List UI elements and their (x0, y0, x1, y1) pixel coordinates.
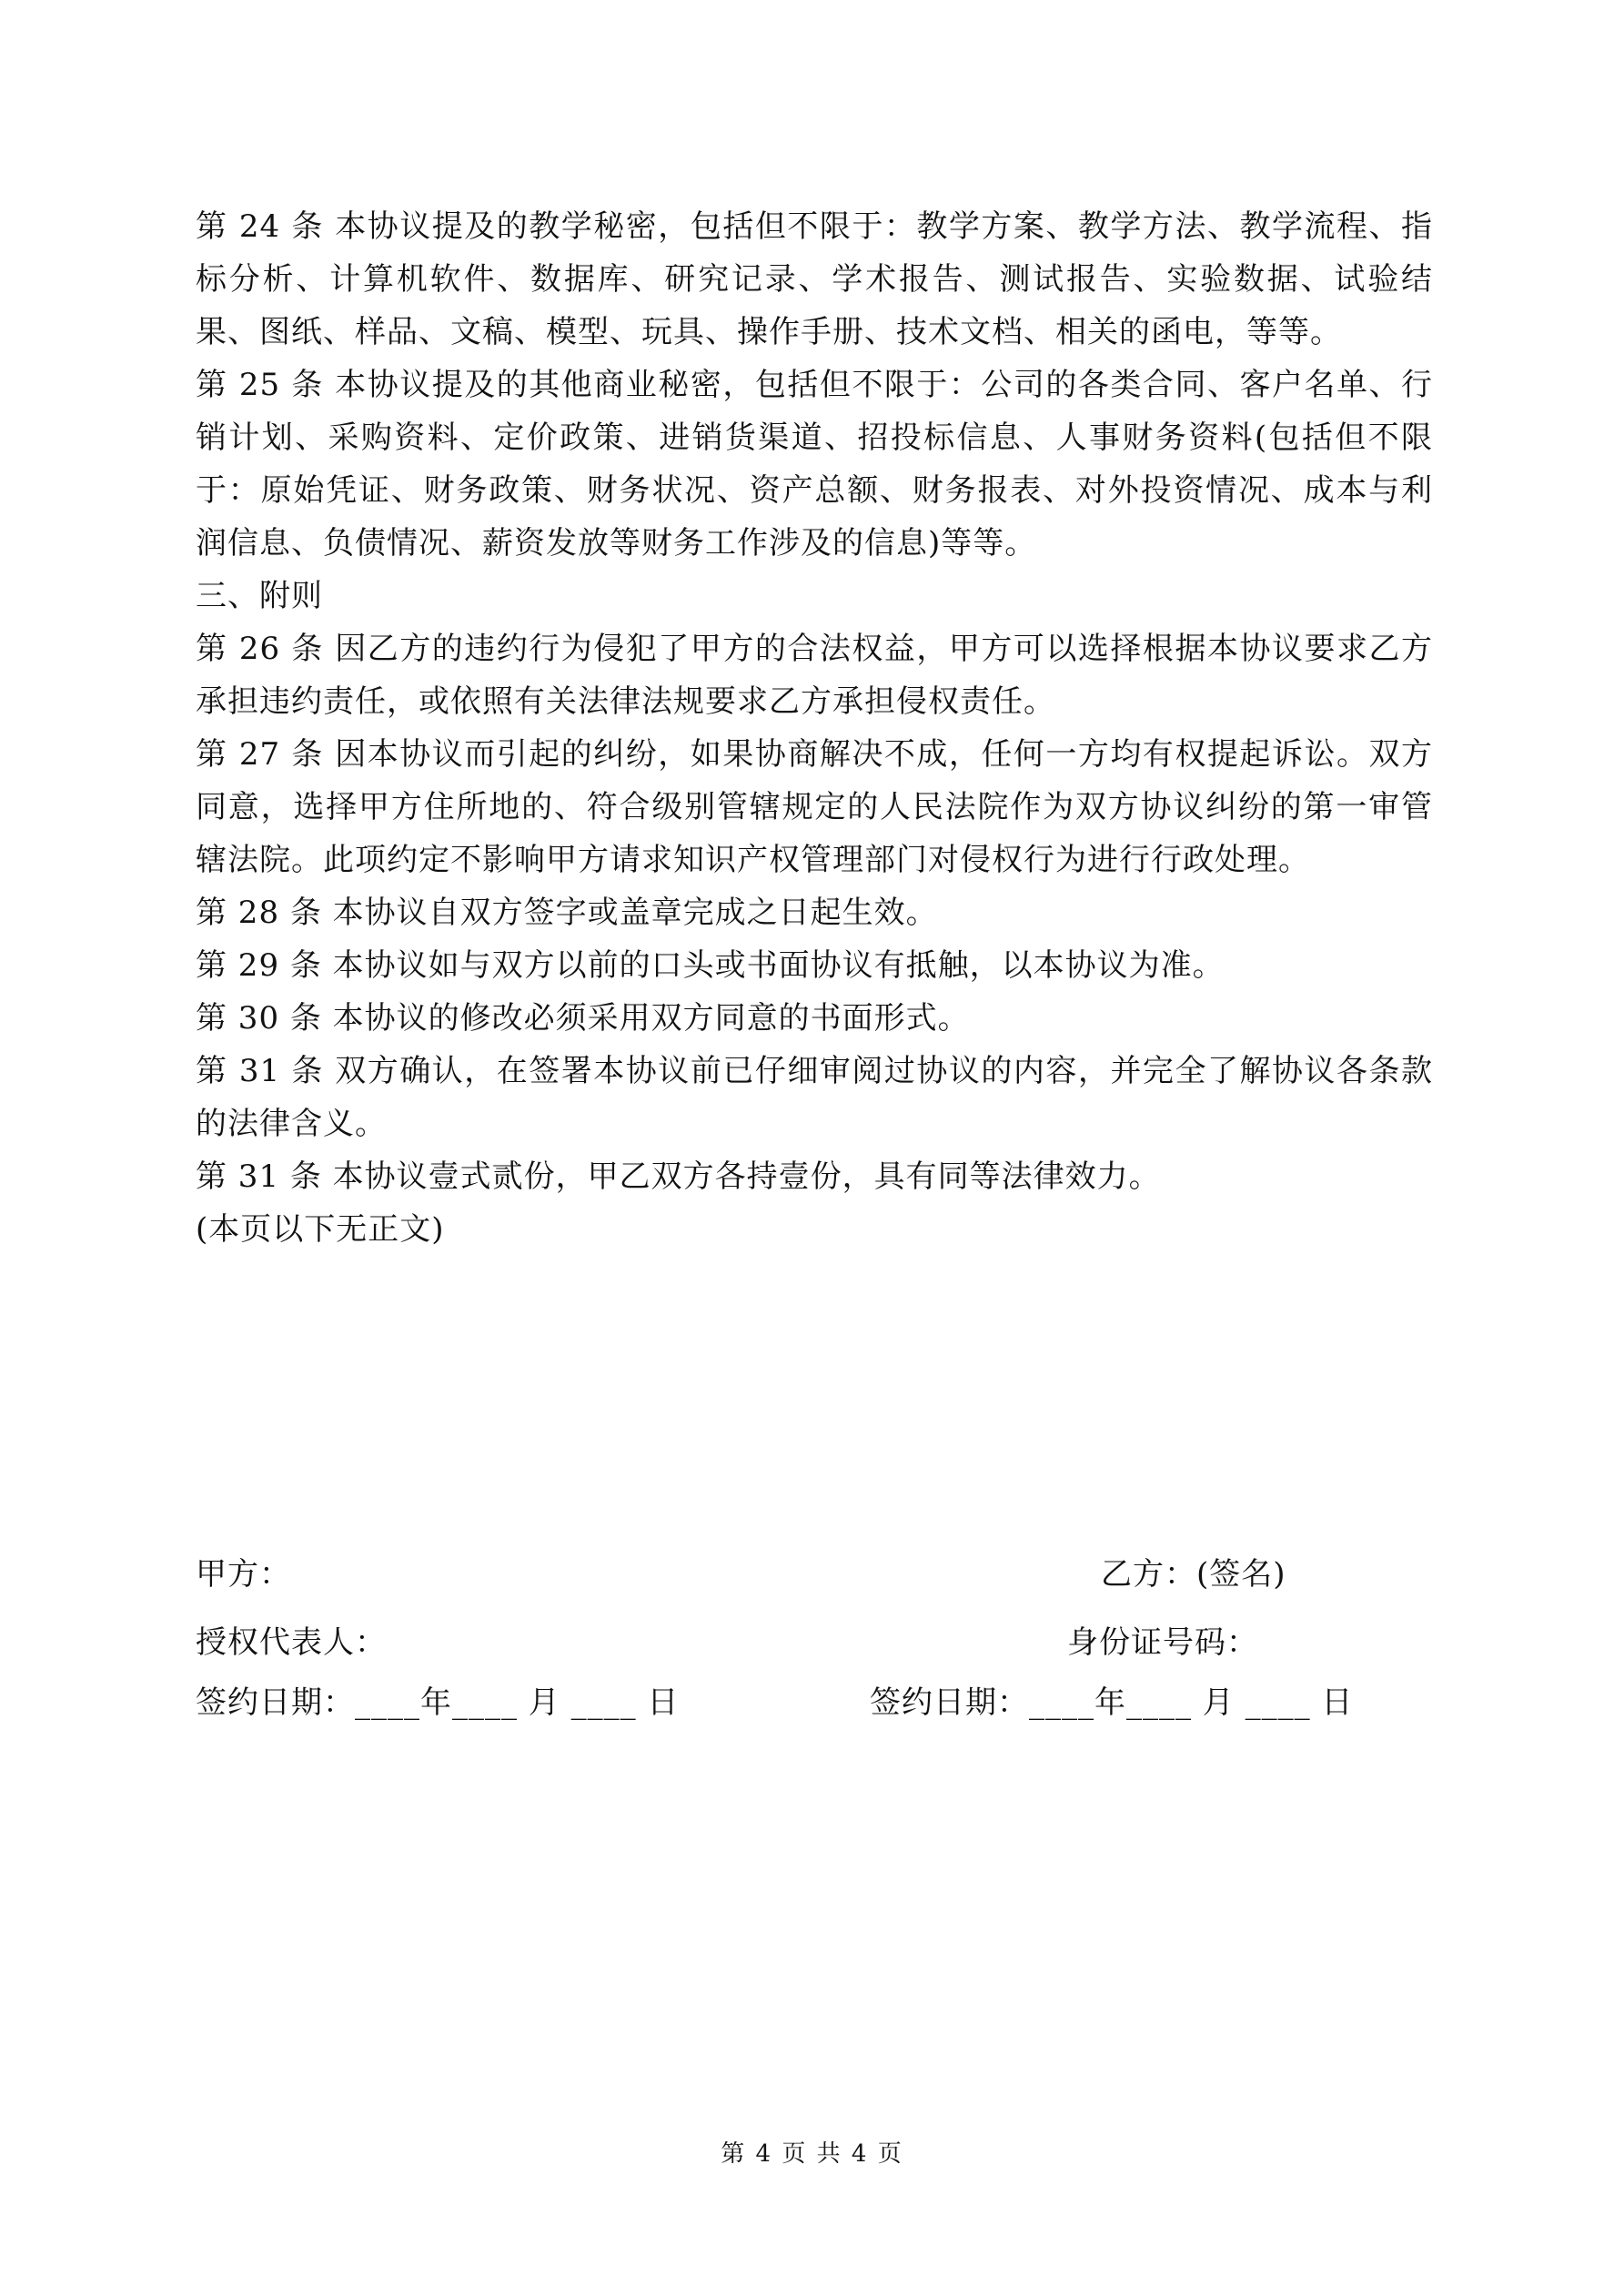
document-body (196, 200, 1433, 1256)
article-28: 第 28 条 本协议自双方签字或盖章完成之日起生效。 (196, 895, 938, 931)
party-b-id-number-label: 身份证号码： (1067, 1624, 1258, 1661)
article-30: 第 30 条 本协议的修改必须采用双方同意的书面形式。 (196, 1000, 970, 1037)
article-26: 第 26 条 因乙方的违约行为侵犯了甲方的合法权益，甲方可以选择根据本协议要求乙方承担违约责任，或依照有关法律法规要求乙方承担侵权责任。 (196, 631, 1433, 720)
article-31-confirmation: 第 31 条 双方确认，在签署本协议前已仔细审阅过协议的内容，并完全了解协议各条款的法律含义。 (196, 1053, 1433, 1142)
article-24: 第 24 条 本协议提及的教学秘密，包括但不限于：教学方案、教学方法、教学流程、指标分析、计算机软件、数据库、研究记录、学术报告、测试报告、实验数据、试验结果、图纸、样品、文稿、模型、玩具、操作手册、技术文档、相关的函电，等等。 (196, 208, 1433, 350)
article-25: 第 25 条 本协议提及的其他商业秘密，包括但不限于：公司的各类合同、客户名单、行销计划、采购资料、定价政策、进销货渠道、招投标信息、人事财务资料(包括但不限于：原始凭证、财务政策、财务状况、资产总额、财务报表、对外投资情况、成本与利润信息、负债情况、薪资发放等财务工作涉及的信息)等等。 (196, 367, 1433, 561)
party-b-label: 乙方：(签名) (1101, 1556, 1286, 1593)
section-heading-appendix: 三、附则 (196, 578, 323, 614)
article-29: 第 29 条 本协议如与双方以前的口头或书面协议有抵触，以本协议为准。 (196, 947, 1225, 984)
no-further-text-note: (本页以下无正文) (196, 1211, 445, 1248)
party-b-sign-date: 签约日期：____年____ 月 ____ 日 (870, 1684, 1354, 1721)
article-27: 第 27 条 因本协议而引起的纠纷，如果协商解决不成，任何一方均有权提起诉讼。双方同意，选择甲方住所地的、符合级别管辖规定的人民法院作为双方协议纠纷的第一审管辖法院。此项约定不影响甲方请求知识产权管理部门对侵权行为进行行政处理。 (196, 736, 1433, 878)
party-a-representative-label: 授权代表人： (196, 1624, 387, 1661)
page-number-footer: 第 4 页 共 4 页 (721, 2140, 903, 2168)
party-a-label: 甲方： (196, 1556, 291, 1593)
article-31-copies: 第 31 条 本协议壹式贰份，甲乙双方各持壹份，具有同等法律效力。 (196, 1158, 1161, 1195)
party-a-sign-date: 签约日期：____年____ 月 ____ 日 (196, 1684, 680, 1721)
